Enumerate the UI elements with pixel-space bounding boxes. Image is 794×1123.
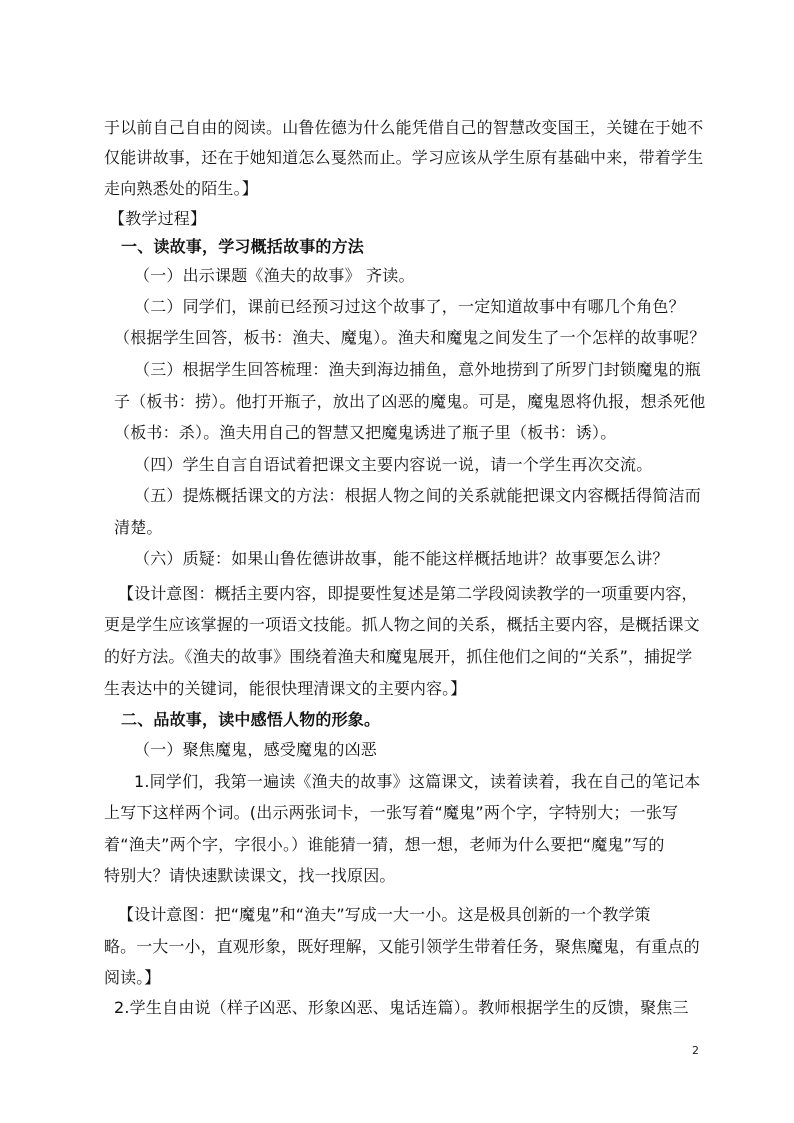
text-line: （六）质疑：如果山鲁佐德讲故事，能不能这样概括地讲？故事要怎么讲？ — [134, 549, 669, 568]
subsection-heading: 二、品故事，读中感悟人物的形象。 — [121, 710, 381, 729]
text-line: 上写下这样两个词。(出示两张词卡，一张写着“魔鬼”两个字，字特别大；一张写 — [104, 803, 679, 822]
design-note-line: 的好方法。《渔夫的故事》围绕着渔夫和魔鬼展开，抓住他们之间的“关系”，捕捉学 — [104, 647, 693, 666]
section-heading: 【教学过程】 — [109, 209, 207, 228]
text-line: 子（板书：捞）。他打开瓶子，放出了凶恶的魔鬼。可是，魔鬼恩将仇报，想杀死他 — [114, 392, 706, 411]
text-line: （四）学生自言自语试着把课文主要内容说一说，请一个学生再次交流。 — [134, 455, 653, 474]
design-note-line: 【设计意图：概括主要内容，即提要性复述是第二学段阅读教学的一项重要内容， — [118, 584, 698, 603]
text-line: 1.同学们，我第一遍读《渔夫的故事》这篇课文，读着读着，我在自己的笔记本 — [134, 772, 701, 791]
design-note-line: 阅读。】 — [104, 968, 161, 987]
text-line: （根据学生回答，板书：渔夫、魔鬼）。渔夫和魔鬼之间发生了一个怎样的故事呢？ — [114, 328, 706, 347]
text-line: （三）根据学生回答梳理：渔夫到海边捕鱼，意外地捞到了所罗门封锁魔鬼的瓶 — [134, 360, 702, 379]
text-line: 2.学生自由说（样子凶恶、形象凶恶、鬼话连篇）。教师根据学生的反馈，聚焦三 — [114, 998, 689, 1017]
subsection-heading: 一、读故事，学习概括故事的方法 — [121, 237, 365, 256]
text-line: （一）出示课题《渔夫的故事》 齐读。 — [134, 266, 415, 285]
text-line: 清楚。 — [114, 518, 163, 537]
design-note-line: 更是学生应该掌握的一项语文技能。抓人物之间的关系，概括主要内容，是概括课文 — [104, 615, 700, 634]
text-line: 仅能讲故事，还在于她知道怎么戛然而止。学习应该从学生原有基础中来，带着学生 — [104, 148, 704, 167]
text-line: 于以前自己自由的阅读。山鲁佐德为什么能凭借自己的智慧改变国王，关键在于她不 — [104, 118, 704, 137]
text-line: 特别大？请快速默读课文，找一找原因。 — [104, 866, 396, 885]
text-line: 着“渔夫”两个字，字很小。）谁能猜一猜，想一想，老师为什么要把“魔鬼”写的 — [104, 835, 665, 854]
text-line: （二）同学们，课前已经预习过这个故事了，一定知道故事中有哪几个角色？ — [134, 297, 685, 316]
text-line: （一）聚焦魔鬼，感受魔鬼的凶恶 — [134, 740, 378, 759]
text-line: （五）提炼概括课文的方法：根据人物之间的关系就能把课文内容概括得简洁而 — [134, 486, 702, 505]
text-line: （板书：杀）。渔夫用自己的智慧又把魔鬼诱进了瓶子里（板书：诱）。 — [114, 423, 617, 442]
page-number: 2 — [692, 1044, 699, 1057]
design-note-line: 略。一大一小，直观形象，既好理解，又能引领学生带着任务，聚焦魔鬼，有重点的 — [104, 937, 700, 956]
design-note-line: 【设计意图：把“魔鬼”和“渔夫”写成一大一小。这是极具创新的一个教学策 — [118, 905, 651, 924]
text-line: 走向熟悉处的陌生。】 — [104, 179, 259, 198]
design-note-line: 生表达中的关键词，能很快理清课文的主要内容。】 — [104, 679, 467, 698]
